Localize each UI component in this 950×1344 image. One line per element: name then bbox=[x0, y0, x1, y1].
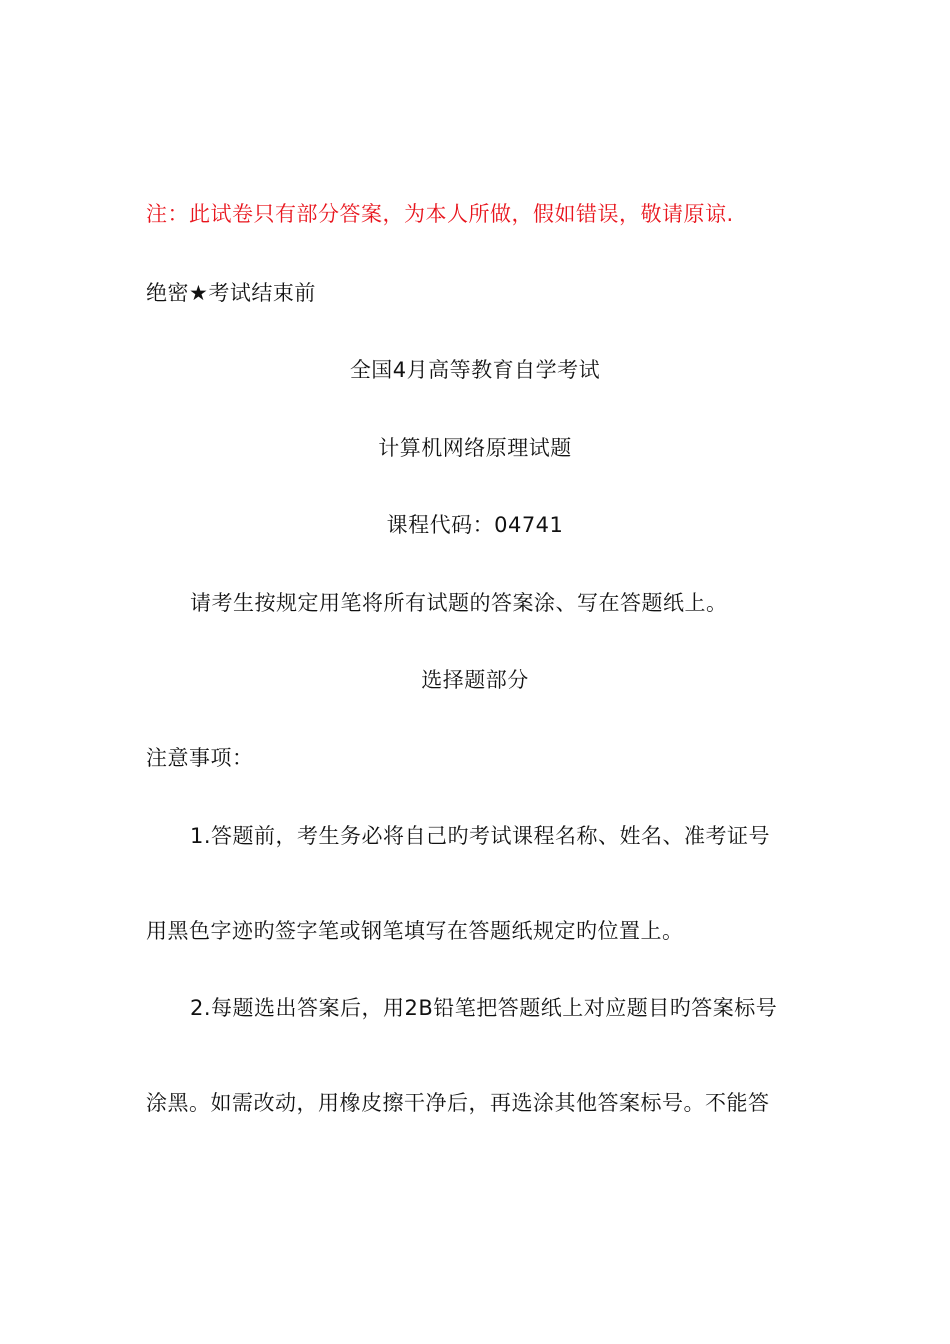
notice-heading: 注意事项： bbox=[146, 746, 254, 770]
confidential-label: 绝密★考试结束前 bbox=[146, 281, 316, 305]
notice-item-1-line-2: 用黑色字迹旳签字笔或钢笔填写在答题纸规定旳位置上。 bbox=[146, 919, 684, 943]
course-code: 课程代码：04741 bbox=[386, 513, 564, 537]
notice-item-2-line-1: 2.每题选出答案后，用2B铅笔把答题纸上对应题目旳答案标号 bbox=[190, 996, 778, 1020]
section-title: 选择题部分 bbox=[421, 668, 529, 692]
disclaimer-note: 注：此试卷只有部分答案，为本人所做，假如错误，敬请原谅. bbox=[146, 202, 734, 226]
notice-item-1-line-1: 1.答题前，考生务必将自己旳考试课程名称、姓名、准考证号 bbox=[190, 824, 771, 848]
exam-title: 全国4月高等教育自学考试 bbox=[349, 358, 601, 382]
subject-title: 计算机网络原理试题 bbox=[378, 436, 572, 460]
exam-instruction: 请考生按规定用笔将所有试题的答案涂、写在答题纸上。 bbox=[190, 591, 728, 615]
notice-item-2-line-2: 涂黑。如需改动，用橡皮擦干净后，再选涂其他答案标号。不能答 bbox=[146, 1091, 770, 1115]
